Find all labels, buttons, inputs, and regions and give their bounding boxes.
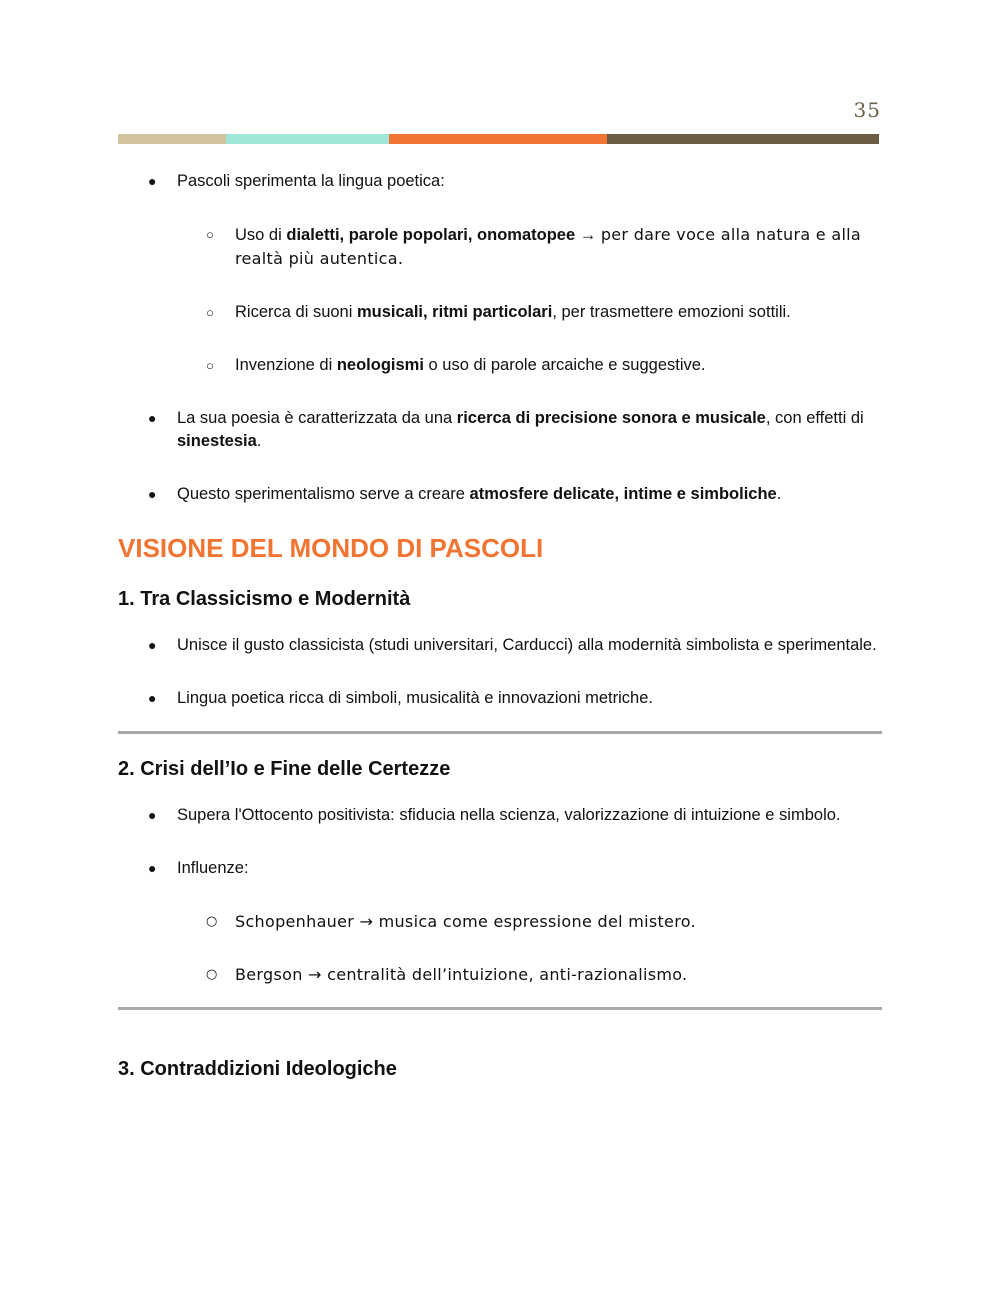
bold-text: neologismi (336, 356, 424, 374)
list-item-text: Lingua poetica ricca di simboli, musicalità e innovazioni metriche. (177, 689, 653, 707)
text: , con effetti di (765, 409, 864, 427)
bold-text: musicali, ritmi particolari (356, 303, 553, 321)
horizontal-divider (118, 731, 882, 734)
sub-list (177, 910, 882, 986)
sub-list (177, 223, 882, 377)
list-item-text: Supera l'Ottocento positivista: sfiducia nella scienza, valorizzazione di intuizione e simbolo. (177, 806, 841, 824)
hollow-bullet-icon: ○ (206, 305, 214, 320)
bullet-icon: ● (148, 173, 157, 189)
horizontal-divider (118, 1007, 882, 1010)
hollow-bullet-icon: ○ (206, 227, 214, 242)
list-item-text: Pascoli sperimenta la lingua poetica: (177, 172, 445, 190)
text: La sua poesia è caratterizzata da una (177, 409, 457, 427)
sub-list-item (177, 223, 882, 271)
bullet-icon: ● (148, 486, 157, 502)
list-item-text: Unisce il gusto classicista (studi universitari, Carducci) alla modernità simbolista e sperimentale. (177, 636, 877, 654)
sub-list-item (177, 910, 882, 933)
text: Invenzione di (235, 356, 337, 374)
list-item (118, 407, 882, 453)
text: , per trasmettere emozioni sottili. (552, 303, 791, 321)
document-body (118, 170, 882, 1104)
color-bar-segment (118, 134, 226, 144)
bullet-icon: ● (148, 410, 157, 426)
bullet-icon: ● (148, 637, 157, 653)
text: Questo sperimentalismo serve a creare (177, 485, 470, 503)
text: . (776, 485, 782, 503)
section-title: VISIONE DEL MONDO DI PASCOLI (118, 533, 544, 563)
color-bar-segment (607, 134, 879, 144)
bullet-icon: ● (148, 807, 157, 823)
list-item (118, 170, 882, 377)
list-item (118, 857, 882, 986)
list-item (118, 483, 882, 506)
text: per dare voce alla natura e alla realtà più autentica. (235, 225, 862, 268)
text: Ricerca di suoni (235, 303, 357, 321)
header-color-bar (118, 134, 879, 144)
arrow-text: → (575, 226, 601, 244)
bold-text: sinestesia (177, 432, 257, 450)
sub-list-item (177, 963, 882, 986)
list-item (118, 634, 882, 657)
subsection-heading: 1. Tra Classicismo e Modernità (118, 588, 411, 610)
hollow-bullet-icon: ○ (206, 967, 218, 982)
bold-text: dialetti, parole popolari, onomatopee (286, 226, 576, 244)
part1-list (118, 634, 882, 710)
page-number: 35 (853, 98, 881, 122)
text: . (256, 432, 262, 450)
list-item-text: Bergson → centralità dell’intuizione, anti-razionalismo. (235, 965, 688, 984)
subsection-heading: 3. Contraddizioni Ideologiche (118, 1058, 397, 1080)
hollow-bullet-icon: ○ (206, 914, 218, 929)
sub-list-item (177, 301, 882, 324)
list-item (118, 804, 882, 827)
list-item-text: Schopenhauer → musica come espressione del mistero. (235, 912, 696, 931)
part2-list (118, 804, 882, 986)
text: Uso di (235, 226, 287, 244)
color-bar-segment (226, 134, 389, 144)
bold-text: ricerca di precisione sonora e musicale (456, 409, 766, 427)
intro-list (118, 170, 882, 506)
hollow-bullet-icon: ○ (206, 358, 214, 373)
text: o uso di parole arcaiche e suggestive. (423, 356, 706, 374)
sub-list-item (177, 354, 882, 377)
bold-text: atmosfere delicate, intime e simboliche (469, 485, 777, 503)
list-item (118, 687, 882, 710)
list-item-text: Influenze: (177, 859, 249, 877)
subsection-heading: 2. Crisi dell’Io e Fine delle Certezze (118, 758, 451, 780)
color-bar-segment (389, 134, 607, 144)
bullet-icon: ● (148, 860, 157, 876)
bullet-icon: ● (148, 690, 157, 706)
